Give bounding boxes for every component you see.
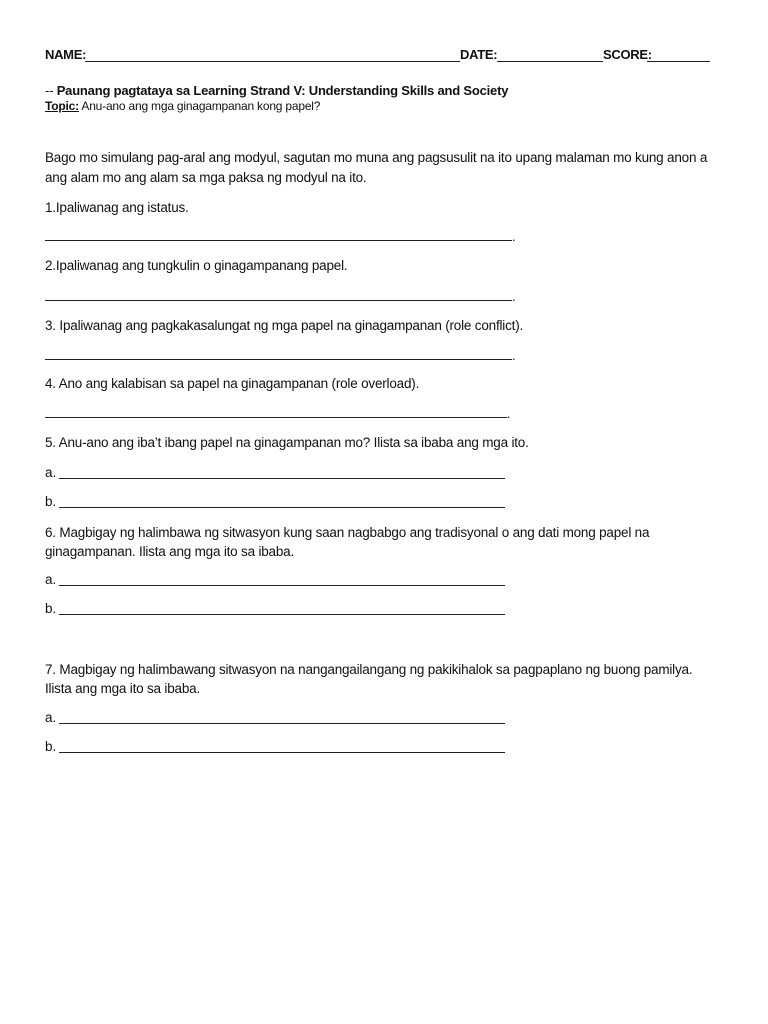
question-3: 3. Ipaliwanag ang pagkakasalungat ng mga papel na ginagampanan (role conflict).: [45, 318, 524, 333]
answer-line-7a[interactable]: [59, 723, 505, 724]
answer-period: .: [507, 406, 511, 421]
list-label-b: b.: [45, 601, 57, 616]
list-label-a: a.: [45, 710, 57, 725]
answer-line-5b[interactable]: [59, 507, 505, 508]
name-field[interactable]: [85, 61, 460, 62]
answer-period: .: [512, 229, 516, 244]
date-label: DATE:: [460, 47, 498, 62]
score-label: SCORE:: [603, 47, 652, 62]
answer-period: .: [512, 348, 516, 363]
date-field[interactable]: [497, 61, 603, 62]
answer-line-2[interactable]: [45, 300, 512, 301]
topic-line: [45, 99, 320, 113]
answer-line-6a[interactable]: [59, 585, 505, 586]
list-label-b: b.: [45, 494, 57, 509]
answer-line-3[interactable]: [45, 359, 512, 360]
topic-label: Topic:: [45, 99, 79, 113]
question-2: 2.Ipaliwanag ang tungkulin o ginagampanang papel.: [45, 258, 348, 273]
answer-line-5a[interactable]: [59, 478, 505, 479]
title-prefix: --: [45, 83, 54, 98]
answer-line-7b[interactable]: [59, 752, 505, 753]
question-5: 5. Anu-ano ang iba’t ibang papel na ginagampanan mo? Ilista sa ibaba ang mga ito.: [45, 435, 529, 450]
question-1: 1.Ipaliwanag ang istatus.: [45, 200, 189, 215]
question-7: 7. Magbigay ng halimbawang sitwasyon na nangangailangang ng pakikihalok sa pagpaplano ng buong pamilya. Ilista ang mga ito sa ibaba.: [45, 662, 693, 696]
name-label: NAME:: [45, 47, 87, 62]
topic-text: Anu-ano ang mga ginagampanan kong papel?: [81, 99, 321, 113]
answer-line-4[interactable]: [45, 417, 507, 418]
answer-line-6b[interactable]: [59, 614, 505, 615]
question-6: 6. Magbigay ng halimbawa ng sitwasyon kung saan nagbabgo ang tradisyonal o ang dati mong papel na ginagampanan. Ilista ang mga ito sa ibaba.: [45, 525, 650, 559]
score-field[interactable]: [647, 61, 710, 62]
answer-period: .: [512, 289, 516, 304]
list-label-a: a.: [45, 465, 57, 480]
title-text: Paunang pagtataya sa Learning Strand V: Understanding Skills and Society: [56, 83, 509, 98]
question-4: 4. Ano ang kalabisan sa papel na ginagampanan (role overload).: [45, 376, 420, 391]
answer-line-1[interactable]: [45, 240, 512, 241]
list-label-a: a.: [45, 572, 57, 587]
intro-paragraph: Bago mo simulang pag-aral ang modyul, sagutan mo muna ang pagsusulit na ito upang malaman mo kung anon a ang alam mo ang alam sa mga paksa ng modyul na ito.: [45, 150, 708, 185]
assessment-title: [45, 83, 508, 98]
list-label-b: b.: [45, 739, 57, 754]
